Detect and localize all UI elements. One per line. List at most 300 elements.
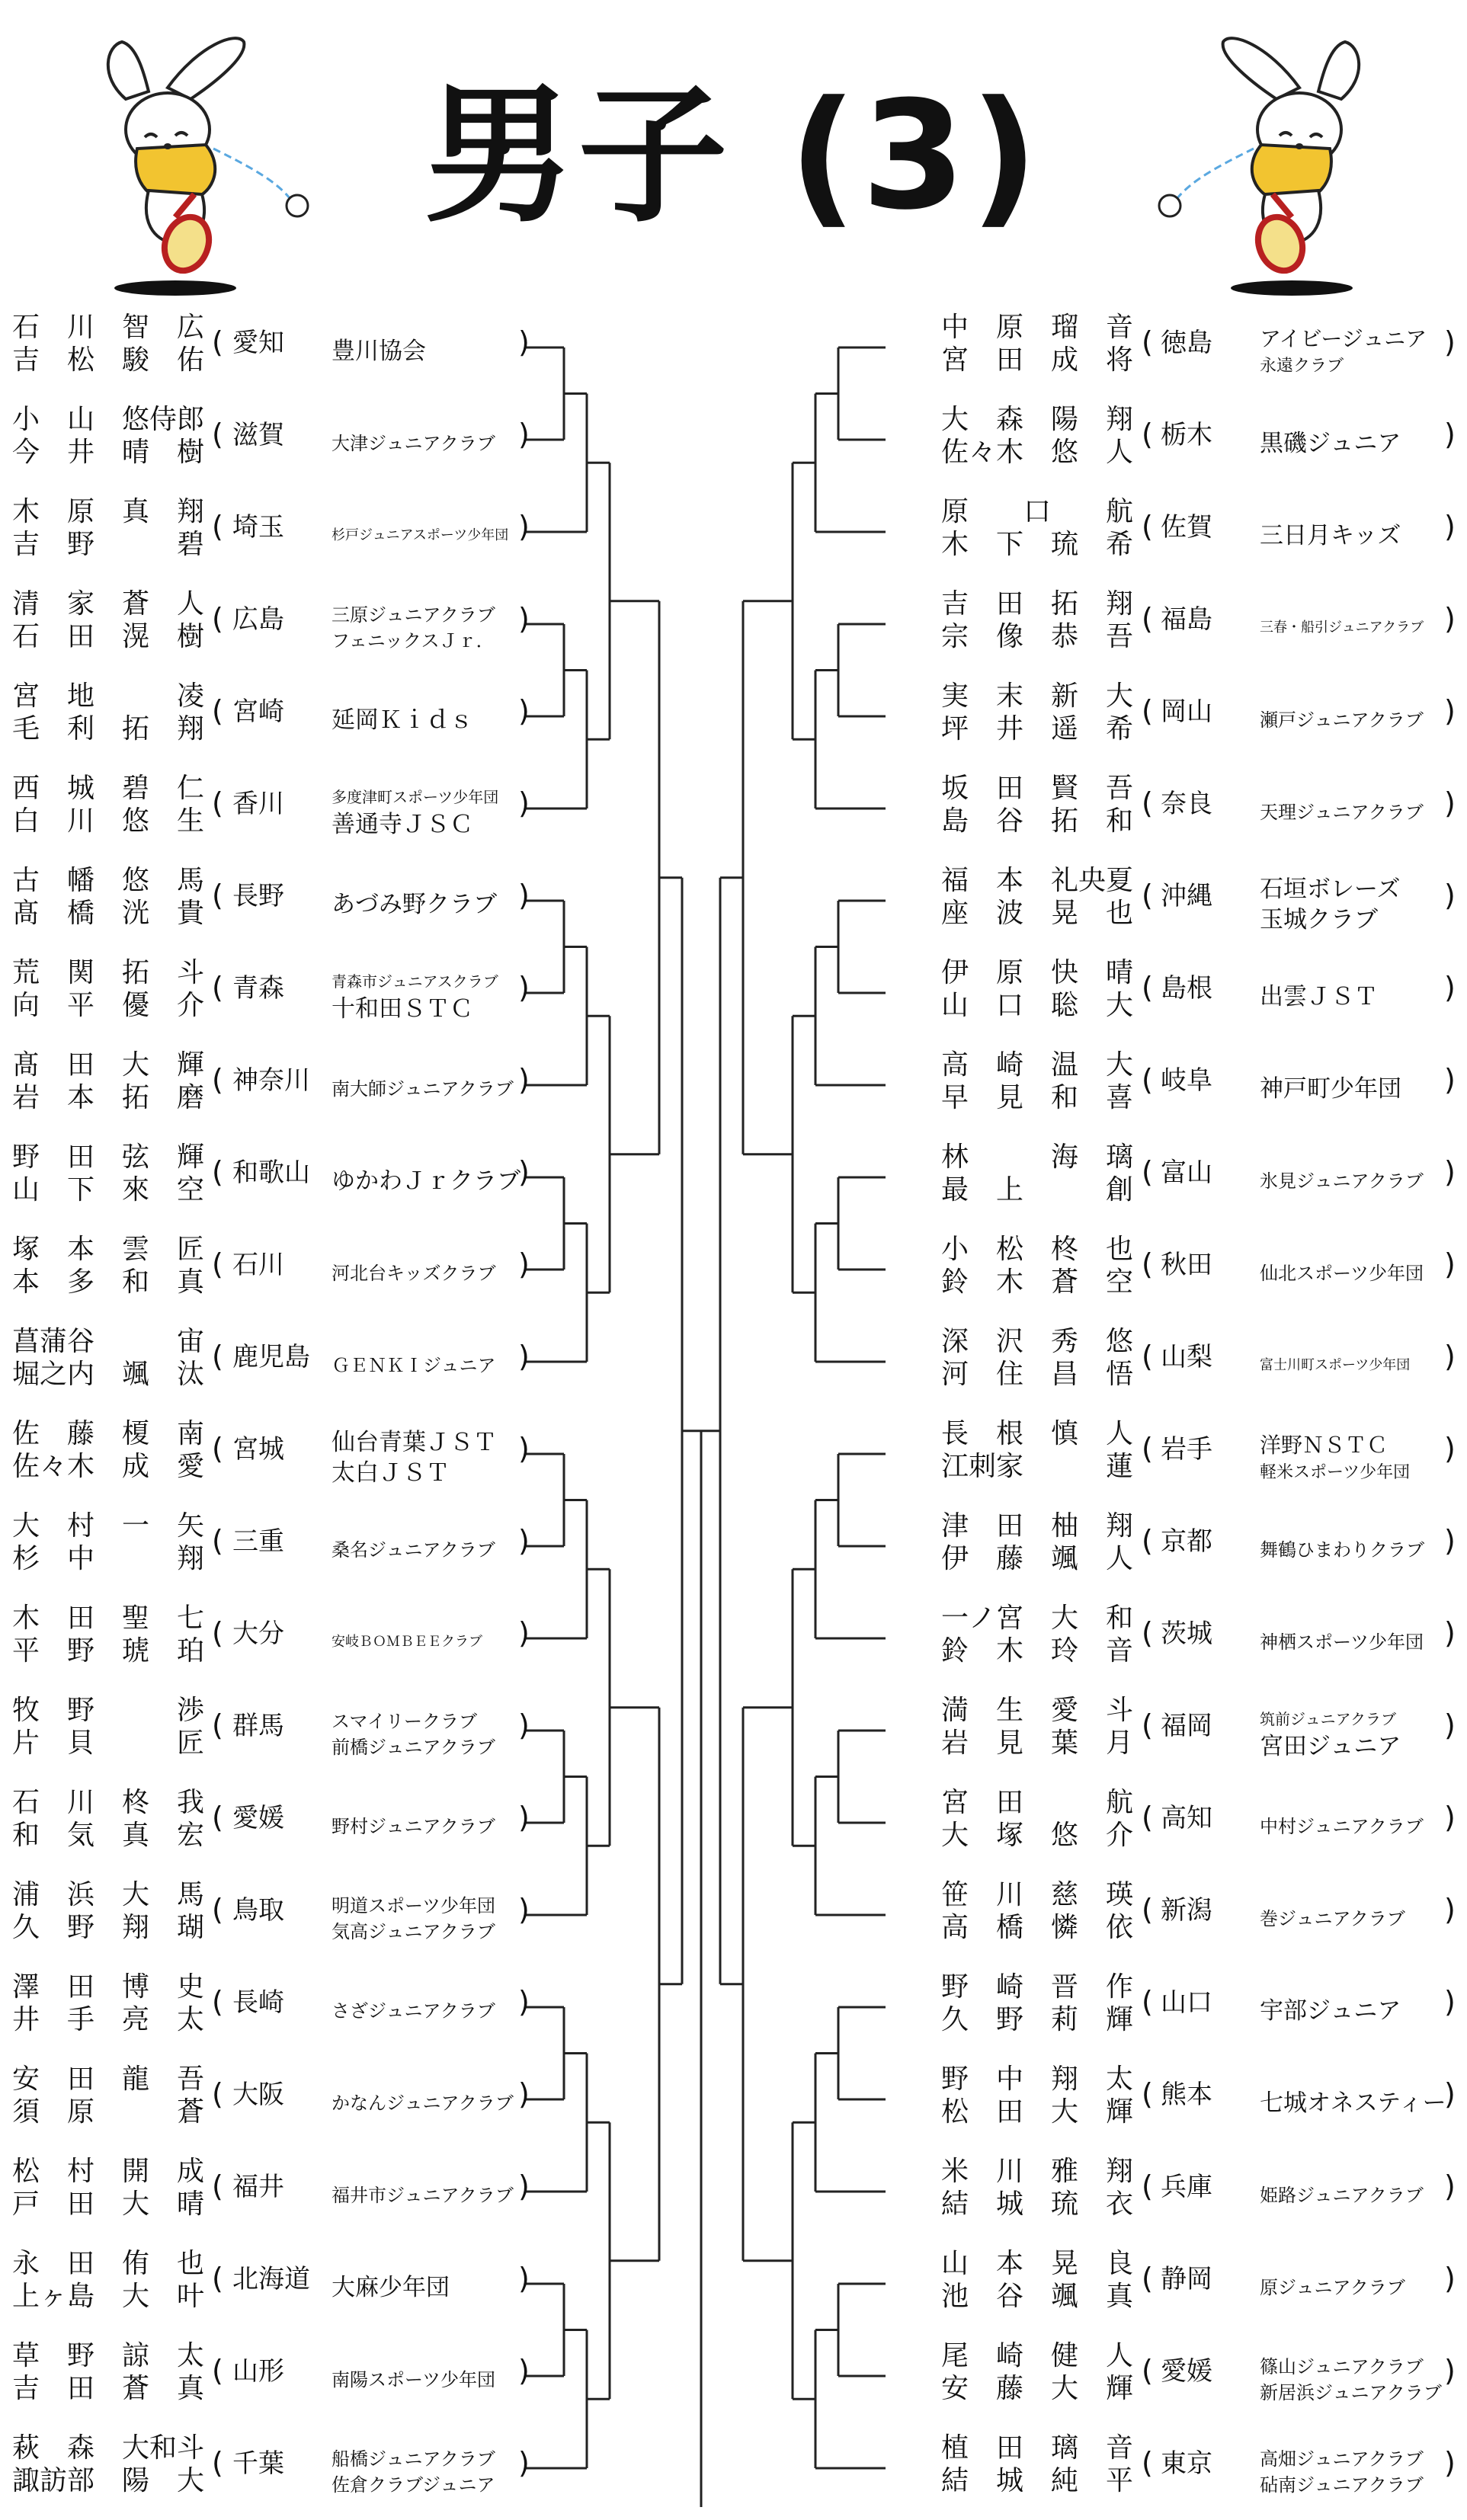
close-paren: )	[518, 1524, 530, 1558]
close-paren: )	[1444, 1155, 1456, 1189]
player-name: 永 田 侑 也	[12, 2248, 205, 2279]
open-paren: (	[212, 2446, 223, 2480]
player-names	[941, 956, 1133, 1022]
club-line: 洋野ＮＳＴＣ	[1260, 1432, 1389, 1458]
draw-entry	[0, 2149, 530, 2241]
player-name: 平 野 琥 珀	[12, 1635, 205, 1667]
club-name	[1260, 2333, 1443, 2426]
club-line: 舞鶴ひまわりクラブ	[1260, 1539, 1424, 1561]
club-name	[332, 1042, 514, 1135]
player-names	[12, 495, 204, 561]
club-line: 玉城クラブ	[1260, 905, 1378, 933]
club-name	[332, 1227, 514, 1319]
open-paren: (	[1142, 1063, 1153, 1097]
player-names	[12, 1971, 204, 2036]
player-names	[12, 2063, 204, 2128]
prefecture: 岡山	[1161, 696, 1212, 727]
club-name	[1260, 766, 1443, 858]
club-name	[1260, 489, 1443, 581]
prefecture: 長野	[232, 881, 284, 911]
player-name: 鈴 木 玲 音	[941, 1635, 1134, 1667]
club-name	[1260, 674, 1443, 766]
close-paren: )	[1444, 325, 1456, 359]
player-name: 牧 野 渉	[12, 1695, 205, 1726]
prefecture: 大分	[232, 1619, 284, 1649]
open-paren: (	[212, 602, 223, 636]
club-line: 七城オネスティー	[1260, 2089, 1446, 2117]
player-name: 須 原 蒼	[12, 2096, 205, 2128]
club-line: フェニックスＪｒ．	[332, 629, 495, 652]
prefecture: 北海道	[232, 2264, 310, 2294]
player-names	[12, 2339, 204, 2405]
player-names	[941, 588, 1133, 653]
draw-entry	[734, 2426, 1465, 2518]
close-paren: )	[518, 2169, 530, 2203]
draw-entry	[0, 581, 530, 674]
player-name: 菖蒲谷 宙	[12, 1326, 205, 1357]
open-paren: (	[212, 1985, 223, 2019]
player-name: 草 野 諒 太	[12, 2340, 205, 2371]
open-paren: (	[212, 694, 223, 728]
player-name: 澤 田 博 史	[12, 1971, 205, 2003]
player-names	[941, 2155, 1133, 2221]
club-line: 篠山ジュニアクラブ	[1260, 2355, 1424, 2378]
close-paren: )	[518, 1155, 530, 1189]
prefecture: 岩手	[1161, 1434, 1212, 1465]
draw-entry	[734, 2149, 1465, 2241]
player-name: 岩 本 拓 磨	[12, 1082, 205, 1113]
prefecture: 静岡	[1161, 2264, 1212, 2294]
player-name: 木 田 聖 七	[12, 1603, 205, 1634]
prefecture: 鹿児島	[232, 1342, 310, 1372]
club-name	[332, 305, 514, 397]
close-paren: )	[1444, 418, 1456, 451]
club-line: 新居浜ジュニアクラブ	[1260, 2381, 1442, 2403]
prefecture: 石川	[232, 1250, 284, 1280]
club-line: 豊川協会	[332, 337, 426, 365]
draw-entry	[0, 1411, 530, 1503]
player-name: 西 城 碧 仁	[12, 773, 205, 804]
close-paren: )	[1444, 1432, 1456, 1465]
prefecture: 愛媛	[1161, 2356, 1212, 2387]
player-name: 白 川 悠 生	[12, 805, 205, 837]
prefecture: 山口	[1161, 1987, 1212, 2018]
prefecture: 熊本	[1161, 2080, 1212, 2110]
club-name	[332, 766, 514, 858]
player-names	[12, 2155, 204, 2221]
open-paren: (	[212, 879, 223, 912]
prefecture: 香川	[232, 789, 284, 819]
close-paren: )	[518, 1708, 530, 1742]
club-line: 黒磯ジュニア	[1260, 429, 1401, 457]
draw-entry	[734, 2057, 1465, 2149]
player-name: 吉 松 駿 佑	[12, 344, 205, 376]
page-title: 男子 (3)	[424, 69, 1043, 243]
close-paren: )	[1444, 2169, 1456, 2203]
prefecture: 和歌山	[232, 1158, 310, 1188]
open-paren: (	[1142, 879, 1153, 912]
close-paren: )	[518, 694, 530, 728]
draw-entry	[0, 2333, 530, 2426]
draw-entry	[734, 858, 1465, 950]
player-name: 吉 野 碧	[12, 529, 205, 560]
open-paren: (	[1142, 2354, 1153, 2387]
player-names	[12, 864, 204, 930]
club-line: かなんジュニアクラブ	[332, 2092, 514, 2114]
club-name	[1260, 1135, 1443, 1227]
close-paren: )	[1444, 2077, 1456, 2111]
player-names	[941, 403, 1133, 469]
club-name	[1260, 305, 1443, 397]
prefecture: 群馬	[232, 1711, 284, 1741]
club-line: 前橋ジュニアクラブ	[332, 1736, 495, 1758]
club-line: 野村ジュニアクラブ	[332, 1815, 495, 1837]
close-paren: )	[518, 2446, 530, 2480]
draw-entry	[0, 489, 530, 581]
prefecture: 神奈川	[232, 1065, 310, 1096]
player-name: 松 村 開 成	[12, 2156, 205, 2187]
club-line: ゆかわＪｒクラブ	[332, 1167, 520, 1195]
player-names	[12, 588, 204, 653]
player-name: 清 家 蒼 人	[12, 588, 205, 620]
player-name: 佐々木 成 愛	[12, 1451, 205, 1482]
open-paren: (	[212, 1063, 223, 1097]
draw-entry	[734, 1688, 1465, 1780]
club-line: 太白ＪＳＴ	[332, 1459, 450, 1487]
player-names	[12, 1694, 204, 1760]
close-paren: )	[1444, 1616, 1456, 1650]
club-line: 福井市ジュニアクラブ	[332, 2184, 514, 2206]
prefecture: 福島	[1161, 604, 1212, 635]
player-name: 実 末 新 大	[941, 680, 1134, 712]
close-paren: )	[518, 2262, 530, 2295]
open-paren: (	[212, 2169, 223, 2203]
player-names	[12, 1325, 204, 1391]
club-name	[1260, 2426, 1443, 2518]
club-name	[1260, 581, 1443, 674]
open-paren: (	[212, 325, 223, 359]
open-paren: (	[212, 971, 223, 1004]
prefecture: 兵庫	[1161, 2172, 1212, 2202]
close-paren: )	[1444, 1801, 1456, 1834]
close-paren: )	[518, 1063, 530, 1097]
club-line: 出雲ＪＳＴ	[1260, 982, 1378, 1010]
close-paren: )	[518, 971, 530, 1004]
player-names	[12, 1602, 204, 1667]
player-name: 大 森 陽 翔	[941, 404, 1134, 435]
player-name: 木 原 真 翔	[12, 496, 205, 527]
player-names	[12, 1049, 204, 1114]
prefecture: 秋田	[1161, 1250, 1212, 1280]
player-name: 座 波 晃 也	[941, 898, 1134, 929]
close-paren: )	[518, 325, 530, 359]
club-line: 南大師ジュニアクラブ	[332, 1077, 514, 1100]
prefecture: 福井	[232, 2172, 284, 2202]
club-line: 巻ジュニアクラブ	[1260, 1907, 1405, 1929]
player-name: 笹 川 慈 瑛	[941, 1879, 1134, 1910]
close-paren: )	[518, 1893, 530, 1926]
draw-entry	[734, 581, 1465, 674]
player-name: 久 野 莉 輝	[941, 2004, 1134, 2035]
player-name: 野 崎 晋 作	[941, 1971, 1134, 2003]
close-paren: )	[1444, 1708, 1456, 1742]
club-name	[332, 1688, 514, 1780]
draw-entry	[0, 858, 530, 950]
close-paren: )	[518, 1616, 530, 1650]
club-line: 永遠クラブ	[1260, 356, 1344, 376]
club-line: 宇部ジュニア	[1260, 1996, 1401, 2025]
club-line: 十和田ＳＴＣ	[332, 994, 473, 1023]
draw-entry	[734, 2333, 1465, 2426]
player-name: 片 貝 匠	[12, 1727, 205, 1759]
open-paren: (	[1142, 2262, 1153, 2295]
draw-entry	[734, 766, 1465, 858]
club-line: あづみ野クラブ	[332, 890, 497, 918]
player-name: 石 田 滉 樹	[12, 621, 205, 652]
player-name: 松 田 大 輝	[941, 2096, 1134, 2128]
draw-entry	[734, 1596, 1465, 1688]
player-name: 荒 関 拓 斗	[12, 957, 205, 988]
open-paren: (	[1142, 1432, 1153, 1465]
player-name: 久 野 翔 瑚	[12, 1912, 205, 1943]
prefecture: 東京	[1161, 2448, 1212, 2479]
prefecture: 徳島	[1161, 328, 1212, 358]
player-name: 坂 田 賢 吾	[941, 773, 1134, 804]
player-names	[12, 772, 204, 837]
club-line: 三春・船引ジュニアクラブ	[1260, 619, 1424, 636]
open-paren: (	[1142, 2169, 1153, 2203]
player-names	[12, 311, 204, 376]
player-name: 石 川 柊 我	[12, 1787, 205, 1818]
club-name	[332, 397, 514, 489]
club-line: 高畑ジュニアクラブ	[1260, 2448, 1424, 2470]
close-paren: )	[1444, 1524, 1456, 1558]
draw-entry	[0, 1503, 530, 1596]
club-name	[1260, 1688, 1443, 1780]
player-names	[941, 1325, 1133, 1391]
prefecture: 山形	[232, 2356, 284, 2387]
open-paren: (	[1142, 971, 1153, 1004]
club-line: 杉戸ジュニアスポーツ少年団	[332, 527, 509, 543]
player-names	[12, 1786, 204, 1852]
club-name	[332, 858, 514, 950]
draw-entry	[734, 1135, 1465, 1227]
prefecture: 宮城	[232, 1434, 284, 1465]
player-name: 萩 森 大和斗	[12, 2432, 205, 2464]
player-names	[941, 1510, 1133, 1575]
close-paren: )	[518, 2354, 530, 2387]
open-paren: (	[1142, 602, 1153, 636]
prefecture: 愛媛	[232, 1803, 284, 1833]
player-name: 毛 利 拓 翔	[12, 713, 205, 744]
player-names	[941, 1417, 1133, 1483]
close-paren: )	[1444, 971, 1456, 1004]
close-paren: )	[1444, 1247, 1456, 1281]
player-name: 宮 田 成 将	[941, 344, 1134, 376]
prefecture: 宮崎	[232, 696, 284, 727]
player-name: 中 原 瑠 音	[941, 312, 1134, 343]
club-line: 石垣ボレーズ	[1260, 875, 1401, 903]
draw-entry	[0, 1780, 530, 1872]
player-name: 宮 地 凌	[12, 680, 205, 712]
draw-entry	[0, 1688, 530, 1780]
draw-entry	[0, 2241, 530, 2333]
player-name: 島 谷 拓 和	[941, 805, 1134, 837]
close-paren: )	[518, 1340, 530, 1373]
close-paren: )	[518, 1801, 530, 1834]
club-name	[332, 950, 514, 1042]
close-paren: )	[1444, 1063, 1456, 1097]
close-paren: )	[1444, 694, 1456, 728]
player-name: 小 山 悠侍郎	[12, 404, 205, 435]
player-name: 吉 田 拓 翔	[941, 588, 1134, 620]
open-paren: (	[1142, 325, 1153, 359]
draw-entry	[0, 766, 530, 858]
player-name: 深 沢 秀 悠	[941, 1326, 1134, 1357]
club-line: 筑前ジュニアクラブ	[1260, 1709, 1396, 1728]
club-line: 多度津町スポーツ少年団	[332, 787, 499, 806]
open-paren: (	[1142, 1247, 1153, 1281]
player-name: 早 見 和 喜	[941, 1082, 1134, 1113]
club-line: 原ジュニアクラブ	[1260, 2276, 1405, 2298]
draw-entry	[734, 305, 1465, 397]
player-names	[941, 2432, 1133, 2497]
open-paren: (	[1142, 694, 1153, 728]
club-line: 桑名ジュニアクラブ	[332, 1539, 495, 1561]
close-paren: )	[518, 1247, 530, 1281]
player-name: 山 本 晃 良	[941, 2248, 1134, 2279]
draw-entry	[0, 674, 530, 766]
draw-entry	[0, 2426, 530, 2518]
club-name	[332, 489, 514, 581]
prefecture: 京都	[1161, 1526, 1212, 1557]
draw-entry	[734, 489, 1465, 581]
draw-entry	[0, 1135, 530, 1227]
club-name	[332, 1503, 514, 1596]
prefecture: 三重	[232, 1526, 284, 1557]
open-paren: (	[1142, 786, 1153, 820]
club-name	[1260, 1596, 1443, 1688]
player-name: 坪 井 遥 希	[941, 713, 1134, 744]
club-name	[332, 1411, 514, 1503]
player-name: 鈴 木 蒼 空	[941, 1266, 1134, 1298]
prefecture: 沖縄	[1161, 881, 1212, 911]
draw-entry	[734, 1042, 1465, 1135]
player-name: 結 城 純 平	[941, 2465, 1134, 2496]
club-line: アイビージュニア	[1260, 325, 1427, 351]
club-line: 富士川町スポーツ少年団	[1260, 1356, 1411, 1373]
player-name: 伊 原 快 晴	[941, 957, 1134, 988]
open-paren: (	[212, 1432, 223, 1465]
prefecture: 福岡	[1161, 1711, 1212, 1741]
player-names	[941, 2063, 1133, 2128]
club-name	[1260, 1319, 1443, 1411]
club-line: 仙台青葉ＪＳＴ	[332, 1428, 497, 1456]
open-paren: (	[212, 2262, 223, 2295]
player-name: 野 中 翔 太	[941, 2064, 1134, 2095]
player-name: 江刺家 蓮	[941, 1451, 1134, 1482]
player-names	[12, 1878, 204, 1944]
player-name: 林 海 璃	[941, 1142, 1134, 1173]
draw-entry	[734, 397, 1465, 489]
draw-entry	[734, 950, 1465, 1042]
draw-entry	[0, 1596, 530, 1688]
prefecture: 青森	[232, 973, 284, 1004]
open-paren: (	[212, 2077, 223, 2111]
club-name	[1260, 397, 1443, 489]
prefecture: 大阪	[232, 2080, 284, 2110]
player-name: 一ノ宮 大 和	[941, 1603, 1134, 1634]
close-paren: )	[1444, 1985, 1456, 2019]
player-names	[941, 1971, 1133, 2036]
open-paren: (	[1142, 1985, 1153, 2019]
club-name	[332, 2426, 514, 2518]
club-name	[1260, 1503, 1443, 1596]
player-name: 高 橋 憐 依	[941, 1912, 1134, 1943]
club-name	[1260, 1964, 1443, 2057]
player-name: 本 多 和 真	[12, 1266, 205, 1298]
player-name: 上ヶ島 大 叶	[12, 2281, 205, 2312]
club-line: さざジュニアクラブ	[332, 2000, 495, 2022]
close-paren: )	[518, 602, 530, 636]
player-name: 尾 崎 健 人	[941, 2340, 1134, 2371]
player-name: 津 田 柚 翔	[941, 1510, 1134, 1542]
club-line: 船橋ジュニアクラブ	[332, 2448, 495, 2470]
close-paren: )	[1444, 786, 1456, 820]
player-names	[12, 1417, 204, 1483]
draw-entry	[0, 397, 530, 489]
club-name	[332, 674, 514, 766]
draw-entry	[734, 2241, 1465, 2333]
club-name	[332, 1135, 520, 1227]
club-line: 明道スポーツ少年団	[332, 1894, 496, 1916]
close-paren: )	[1444, 510, 1456, 543]
draw-entry	[0, 1872, 530, 1964]
open-paren: (	[1142, 418, 1153, 451]
open-paren: (	[1142, 1708, 1153, 1742]
close-paren: )	[518, 510, 530, 543]
club-name	[332, 1780, 514, 1872]
player-name: 安 藤 大 輝	[941, 2373, 1134, 2404]
player-name: 高 崎 温 大	[941, 1049, 1134, 1081]
open-paren: (	[1142, 1340, 1153, 1373]
close-paren: )	[1444, 2354, 1456, 2387]
open-paren: (	[1142, 1893, 1153, 1926]
club-name	[1260, 1780, 1443, 1872]
player-name: 宮 田 航	[941, 1787, 1134, 1818]
club-line: 神戸町少年団	[1260, 1074, 1401, 1103]
close-paren: )	[518, 1432, 530, 1465]
open-paren: (	[1142, 1524, 1153, 1558]
player-name: 吉 田 蒼 真	[12, 2373, 205, 2404]
player-name: 大 塚 悠 介	[941, 1820, 1134, 1851]
club-line: 延岡Ｋｉｄｓ	[332, 706, 473, 734]
draw-entry	[734, 1780, 1465, 1872]
player-name: 満 生 愛 斗	[941, 1695, 1134, 1726]
prefecture: 富山	[1161, 1158, 1212, 1188]
player-names	[941, 680, 1133, 745]
close-paren: )	[518, 1985, 530, 2019]
draw-entry	[734, 1872, 1465, 1964]
open-paren: (	[1142, 1616, 1153, 1650]
club-line: 佐倉クラブジュニア	[332, 2474, 495, 2496]
player-name: 岩 見 葉 月	[941, 1727, 1134, 1759]
club-name	[1260, 1411, 1443, 1503]
prefecture: 山梨	[1161, 1342, 1212, 1372]
club-name	[1260, 1227, 1443, 1319]
club-name	[1260, 1872, 1443, 1964]
right-draw	[734, 0, 1467, 2520]
